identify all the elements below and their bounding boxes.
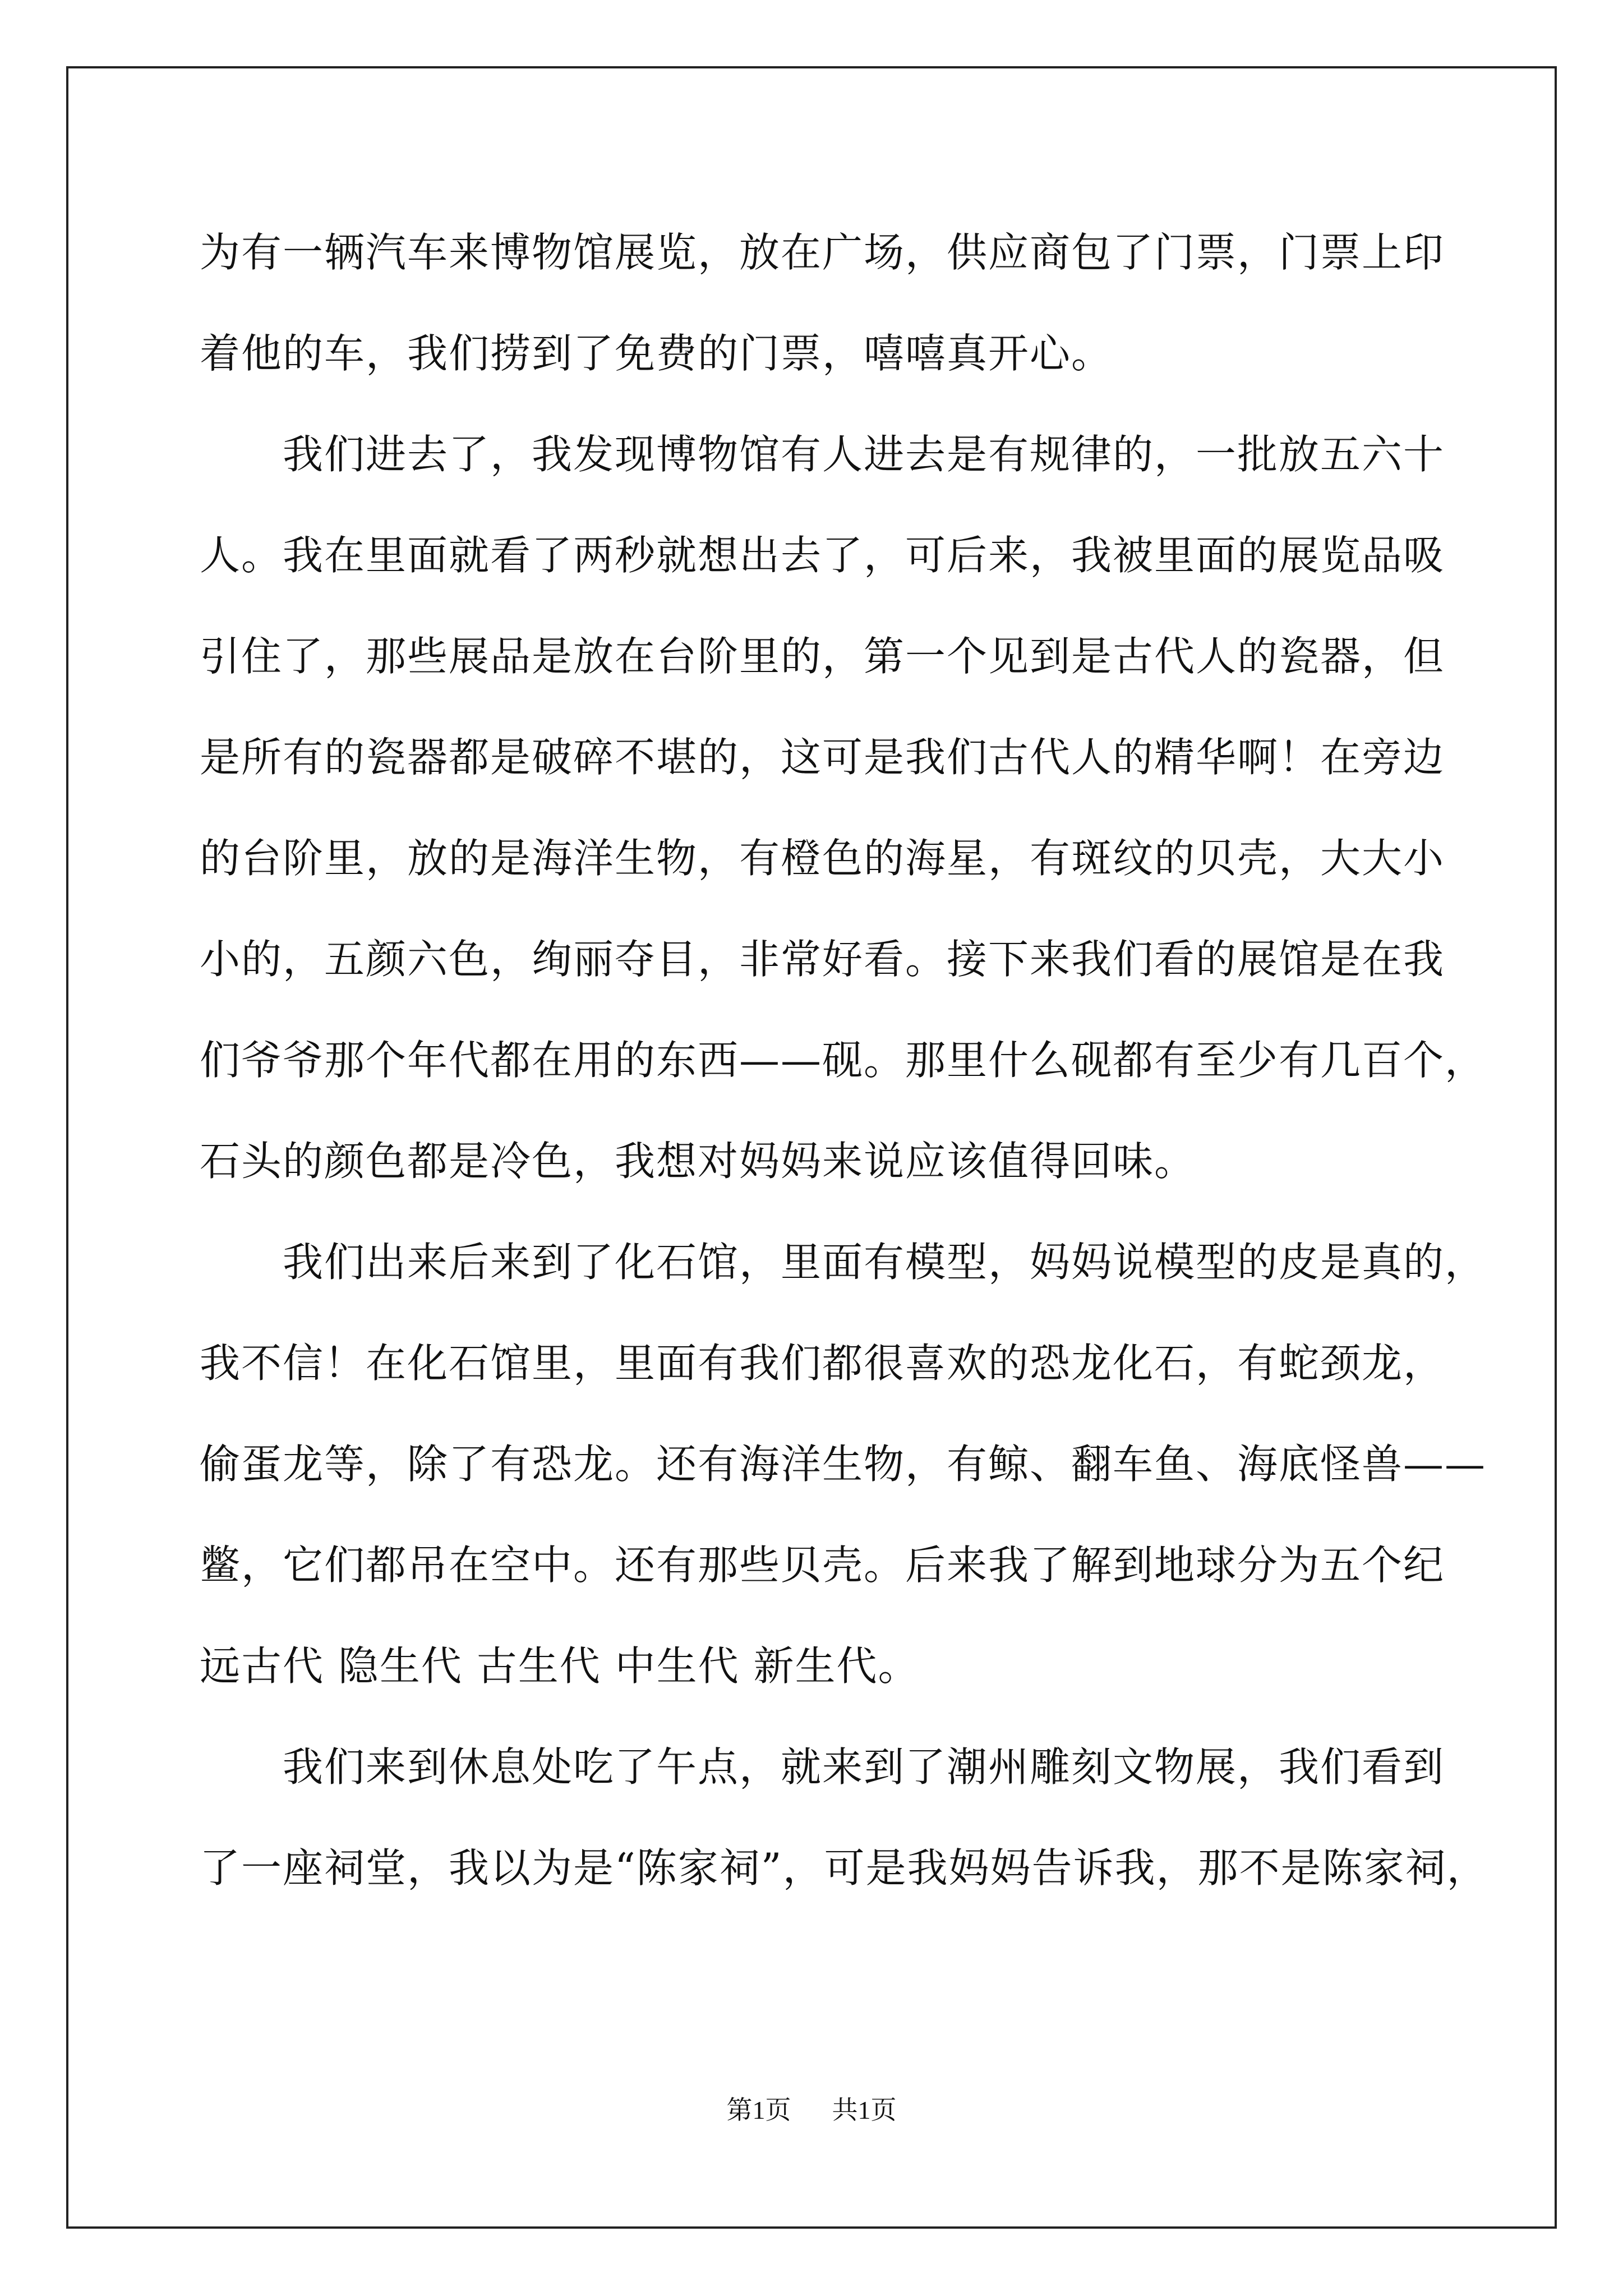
text-line: 远古代 隐生代 古生代 中生代 新生代。: [200, 1642, 920, 1690]
page-number: 第1页: [726, 2096, 791, 2124]
text-line: 鳖，它们都吊在空中。还有那些贝壳。后来我了解到地球分为五个纪: [200, 1542, 1445, 1589]
page-footer: [0, 2093, 1623, 2127]
text-line: 人。我在里面就看了两秒就想出去了，可后来，我被里面的展览品吸: [200, 532, 1445, 579]
text-line: 我不信！在化石馆里，里面有我们都很喜欢的恐龙化石，有蛇颈龙，: [200, 1340, 1445, 1387]
text-line: 石头的颜色都是冷色，我想对妈妈来说应该值得回味。: [200, 1138, 1196, 1185]
text-line: 偷蛋龙等，除了有恐龙。还有海洋生物，有鲸、翻车鱼、海底怪兽——: [200, 1441, 1487, 1488]
text-line: 小的，五颜六色，绚丽夺目，非常好看。接下来我们看的展馆是在我: [200, 936, 1445, 983]
text-line: 我们出来后来到了化石馆，里面有模型，妈妈说模型的皮是真的，: [283, 1239, 1487, 1286]
text-line: 的台阶里，放的是海洋生物，有橙色的海星，有斑纹的贝壳，大大小: [200, 835, 1445, 882]
text-line: 们爷爷那个年代都在用的东西——砚。那里什么砚都有至少有几百个，: [200, 1037, 1487, 1084]
text-line: 着他的车，我们捞到了免费的门票，嘻嘻真开心。: [200, 330, 1113, 377]
page-total: 共1页: [832, 2096, 897, 2124]
text-line: 了一座祠堂，我以为是“陈家祠”，可是我妈妈告诉我，那不是陈家祠，: [200, 1844, 1488, 1892]
text-line: 我们来到休息处吃了午点，就来到了潮州雕刻文物展，我们看到: [283, 1743, 1445, 1791]
text-line: 我们进去了，我发现博物馆有人进去是有规律的，一批放五六十: [283, 431, 1445, 478]
text-line: 为有一辆汽车来博物馆展览，放在广场，供应商包了门票，门票上印: [200, 229, 1445, 276]
text-line: 引住了，那些展品是放在台阶里的，第一个见到是古代人的瓷器，但: [200, 633, 1445, 680]
text-line: 是所有的瓷器都是破碎不堪的，这可是我们古代人的精华啊！在旁边: [200, 734, 1445, 781]
